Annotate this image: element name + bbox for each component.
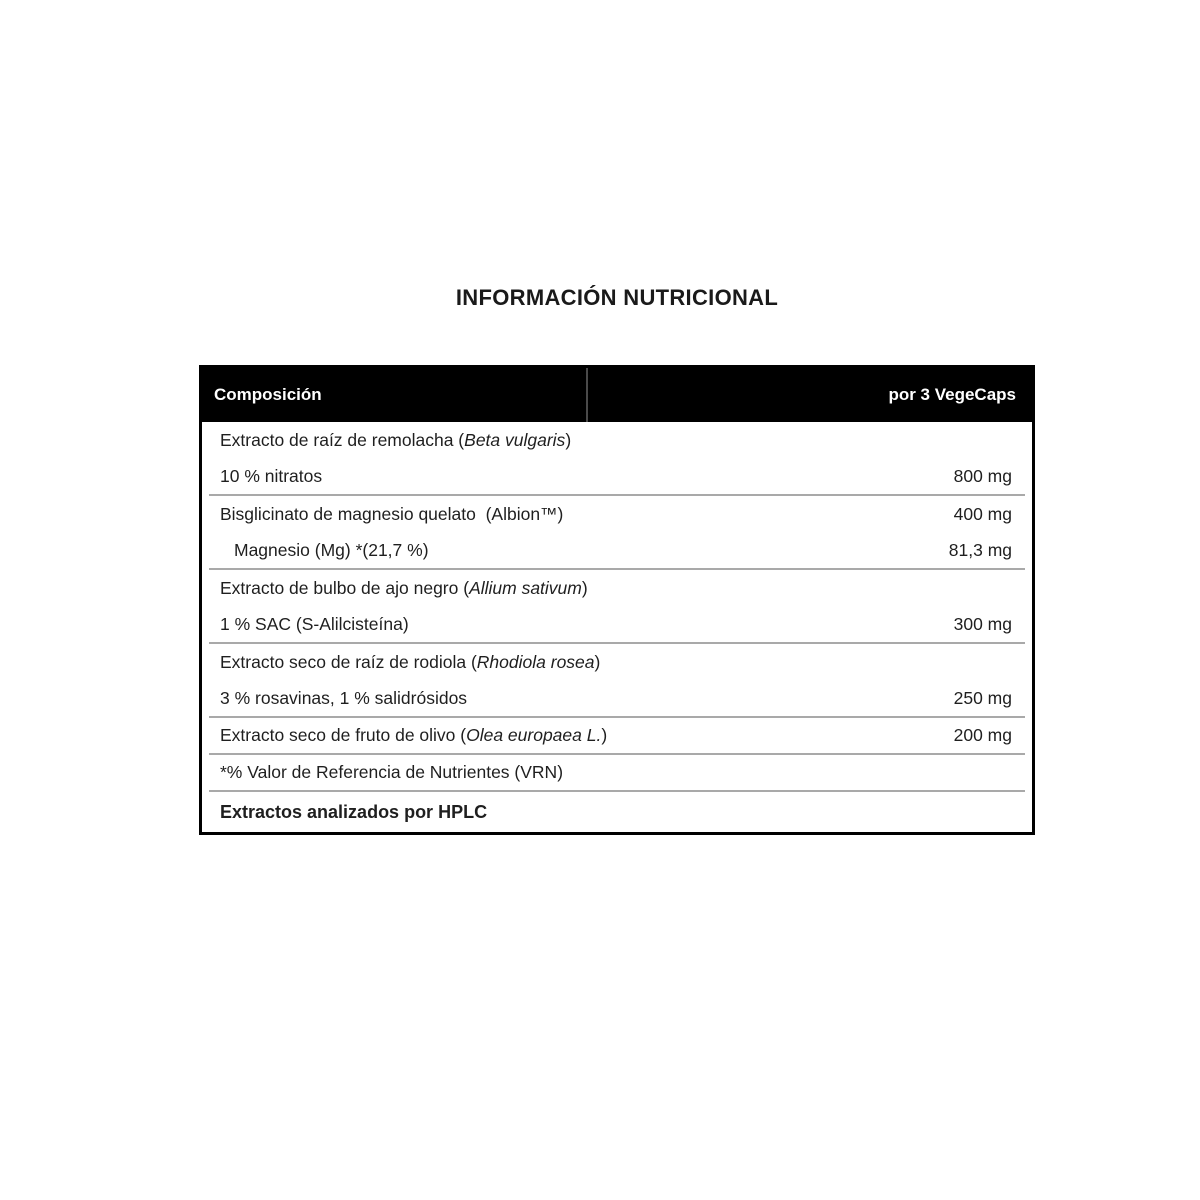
name-segment: *% Valor de Referencia de Nutrientes (VRN) [220, 762, 564, 782]
ingredient-amount: 300 mg [953, 613, 1012, 634]
name-segment: 10 % nitratos [220, 465, 323, 486]
species-name: Rhodiola rosea [476, 651, 595, 672]
table-row-hplc-note [202, 792, 1032, 832]
species-name: Olea europaea L. [466, 725, 602, 745]
ingredient-line [202, 644, 1032, 680]
ingredient-name [220, 688, 467, 709]
header-column-divider [586, 368, 588, 422]
ingredient-line [202, 422, 1032, 458]
ingredient-line [202, 718, 1032, 753]
name-segment: Extracto seco de raíz de rodiola ( [220, 651, 477, 672]
table-body [202, 422, 1032, 832]
ingredient-line [202, 606, 1032, 642]
name-segment: 3 % rosavinas, 1 % salidrósidos [220, 687, 468, 708]
species-name: Allium sativum [469, 577, 582, 598]
table-row-olive [202, 718, 1032, 753]
ingredient-amount: 250 mg [953, 687, 1012, 708]
species-name: Beta vulgaris [464, 429, 566, 450]
header-per-serving: por 3 VegeCaps [888, 385, 1016, 404]
table-row-magnesium [202, 496, 1032, 568]
name-segment: ) [601, 725, 608, 745]
name-segment: Extractos analizados por HPLC [220, 801, 488, 822]
header-composition: Composición [214, 385, 322, 404]
ingredient-amount: 200 mg [953, 725, 1012, 745]
table-row-vrn-footnote [202, 755, 1032, 790]
table-row-rhodiola [202, 644, 1032, 716]
table-row-beetroot [202, 422, 1032, 494]
ingredient-name [220, 614, 409, 635]
table-header-row [202, 368, 1032, 422]
name-segment: Bisglicinato de magnesio quelato (Albion™) [220, 503, 564, 524]
ingredient-line [202, 458, 1032, 494]
name-segment: Extracto de bulbo de ajo negro ( [220, 577, 470, 598]
ingredient-line [202, 532, 1032, 568]
ingredient-amount: 400 mg [953, 503, 1012, 524]
ingredient-line [202, 680, 1032, 716]
ingredient-name [220, 578, 588, 599]
page-title: INFORMACIÓN NUTRICIONAL [455, 285, 779, 310]
name-segment: Extracto de raíz de remolacha ( [220, 429, 465, 450]
ingredient-name [220, 466, 322, 487]
footer-line [202, 792, 1032, 832]
table-row-black-garlic [202, 570, 1032, 642]
ingredient-subname [220, 540, 429, 561]
ingredient-amount: 800 mg [953, 465, 1012, 486]
ingredient-name [220, 725, 607, 746]
ingredient-line [202, 496, 1032, 532]
name-segment: Magnesio (Mg) *(21,7 %) [234, 539, 429, 560]
name-segment: 1 % SAC (S-Alilcisteína) [220, 613, 409, 634]
footnote-text [220, 762, 563, 783]
ingredient-name [220, 652, 600, 673]
name-segment: ) [594, 651, 601, 672]
ingredient-name [220, 430, 571, 451]
name-segment: Extracto seco de fruto de olivo ( [220, 725, 467, 745]
name-segment: ) [581, 577, 588, 598]
footnote-line [202, 755, 1032, 790]
hplc-note-text [220, 802, 487, 823]
nutrition-table [199, 365, 1035, 835]
ingredient-line [202, 570, 1032, 606]
ingredient-name [220, 504, 563, 525]
name-segment: ) [565, 429, 572, 450]
ingredient-amount: 81,3 mg [948, 539, 1012, 560]
